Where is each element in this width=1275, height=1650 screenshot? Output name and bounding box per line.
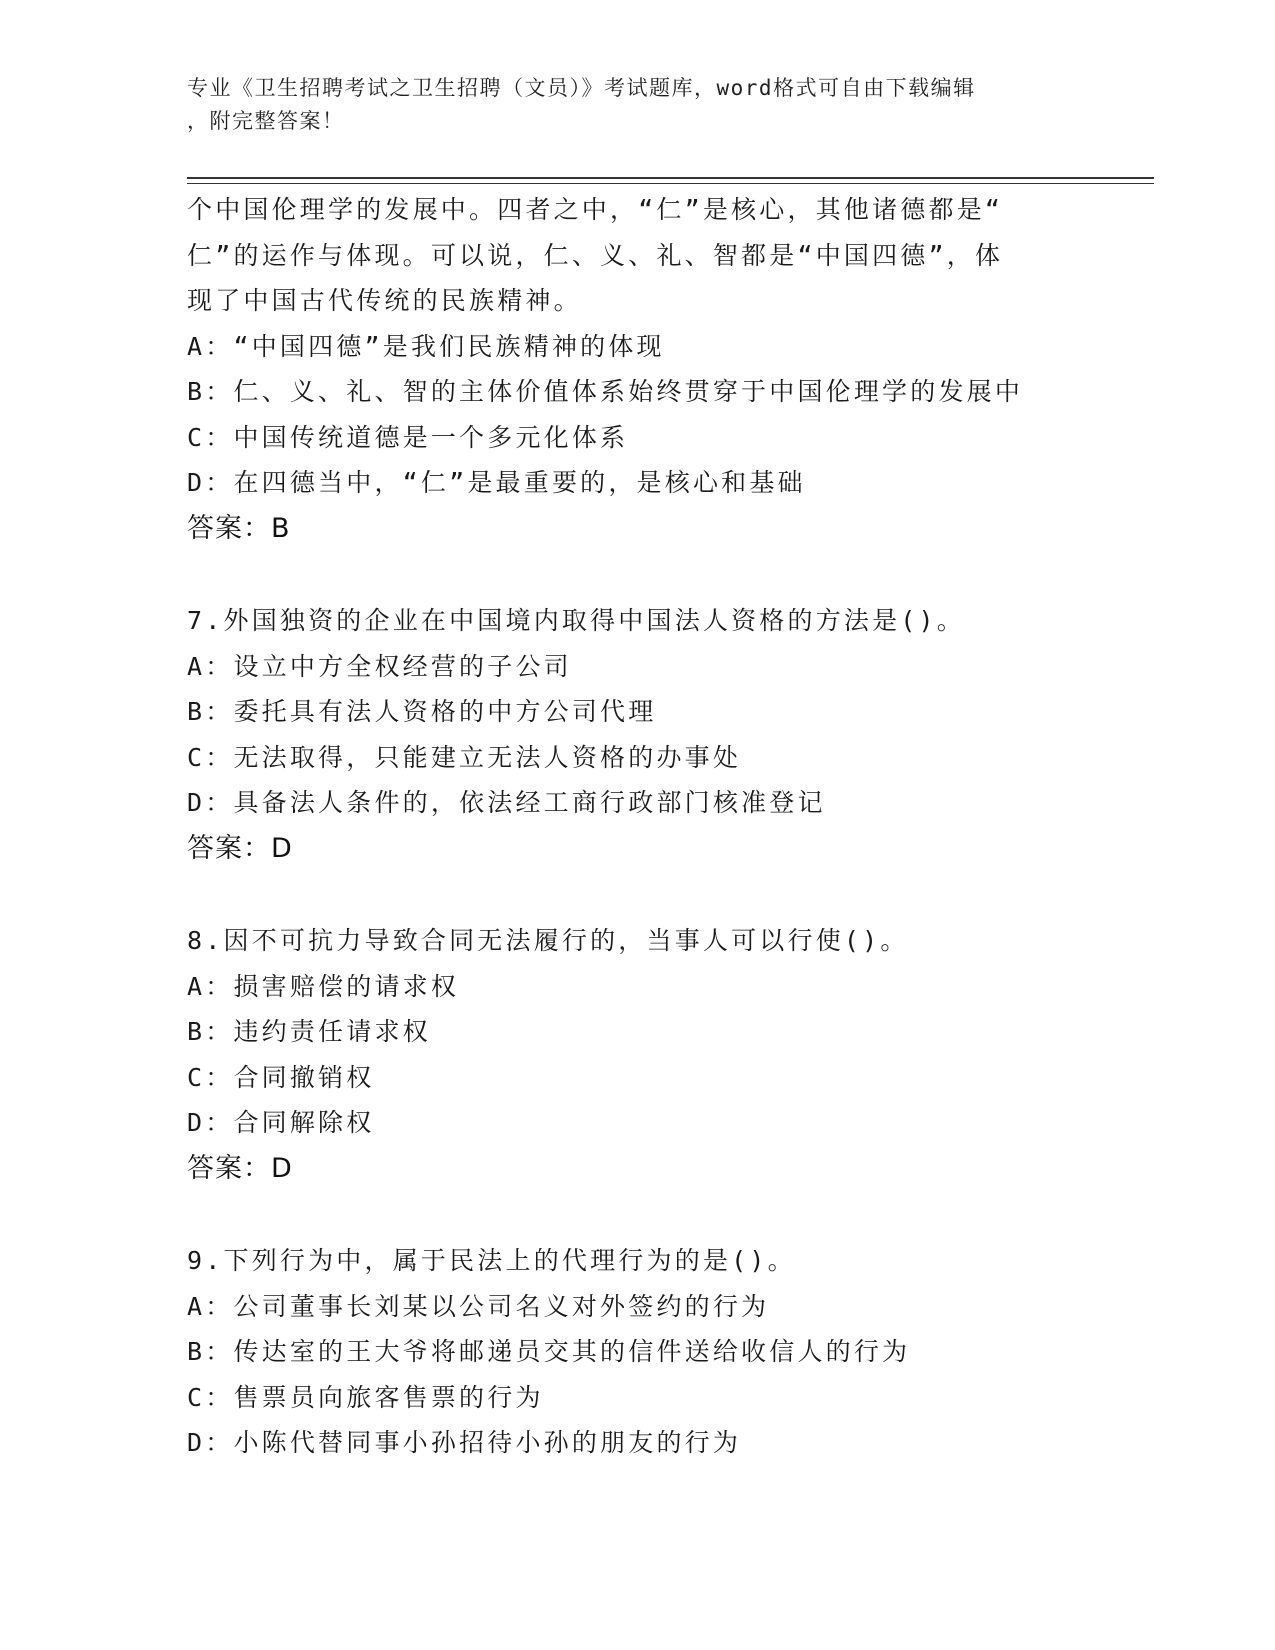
question-7: [187, 598, 1087, 871]
option-d: D：合同解除权: [187, 1108, 375, 1137]
option-a: A：公司董事长刘某以公司名义对外签约的行为: [187, 1291, 770, 1321]
question-text: 8.因不可抗力导致合同无法履行的，当事人可以行使()。: [187, 926, 909, 955]
question-content: [187, 187, 1087, 1466]
option-c: C：中国传统道德是一个多元化体系: [187, 422, 629, 452]
option-b: B：违约责任请求权: [187, 1017, 431, 1046]
document-header: [187, 72, 1087, 138]
question-text-line: 现了中国古代传统的民族精神。: [187, 286, 582, 315]
question-text: 7.外国独资的企业在中国境内取得中国法人资格的方法是()。: [187, 606, 966, 635]
option-a: A：设立中方全权经营的子公司: [187, 651, 572, 681]
header-line-2: ，附完整答案！: [187, 109, 345, 133]
header-divider-bottom: [187, 183, 1154, 184]
question-8: [187, 918, 1087, 1191]
header-divider-top: [187, 177, 1154, 179]
answer-line: 答案：D: [187, 1152, 293, 1184]
option-c: C：合同撤销权: [187, 1062, 375, 1092]
question-9: [187, 1238, 1087, 1466]
option-b: B：仁、义、礼、智的主体价值体系始终贯穿于中国伦理学的发展中: [187, 377, 1024, 406]
answer-line: 答案：D: [187, 832, 293, 864]
question-text-line: 个中国伦理学的发展中。四者之中，“仁”是核心，其他诸德都是“: [187, 195, 1004, 224]
question-continued: [187, 187, 1087, 551]
header-line-1: 专业《卫生招聘考试之卫生招聘（文员）》考试题库，word格式可自由下载编辑: [187, 76, 976, 100]
option-c: C：售票员向旅客售票的行为: [187, 1382, 544, 1412]
option-c: C：无法取得，只能建立无法人资格的办事处: [187, 742, 742, 772]
answer-line: 答案：B: [187, 512, 291, 544]
question-text-line: 仁”的运作与体现。可以说，仁、义、礼、智都是“中国四德”，体: [187, 240, 1004, 270]
option-a: A：损害赔偿的请求权: [187, 971, 460, 1001]
option-a: A：“中国四德”是我们民族精神的体现: [187, 331, 665, 361]
option-b: B：委托具有法人资格的中方公司代理: [187, 697, 657, 726]
question-gap: [187, 1191, 1087, 1238]
question-text: 9.下列行为中，属于民法上的代理行为的是()。: [187, 1246, 796, 1275]
question-gap: [187, 551, 1087, 598]
question-gap: [187, 871, 1087, 918]
option-d: D：小陈代替同事小孙招待小孙的朋友的行为: [187, 1428, 742, 1457]
option-b: B：传达室的王大爷将邮递员交其的信件送给收信人的行为: [187, 1337, 911, 1366]
option-d: D：在四德当中，“仁”是最重要的，是核心和基础: [187, 468, 806, 497]
option-d: D：具备法人条件的，依法经工商行政部门核准登记: [187, 788, 826, 817]
